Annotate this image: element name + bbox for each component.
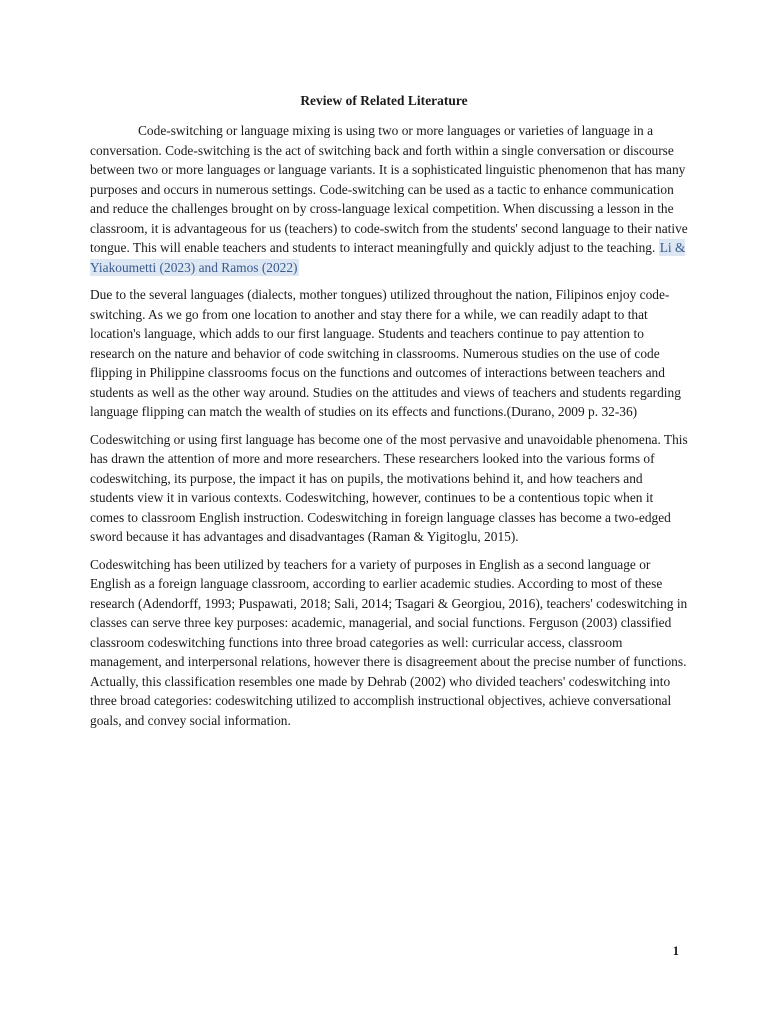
page-number: 1 [672, 944, 679, 958]
paragraph-1 [90, 121, 688, 277]
page-title: Review of Related Literature [300, 93, 468, 108]
document-body [90, 121, 688, 738]
paragraph-2 [90, 285, 688, 422]
paragraph-3 [90, 430, 688, 547]
highlighted-citation[interactable]: Li & Yiakoumetti (2023) and Ramos (2022) [90, 240, 686, 275]
paragraph-4 [90, 555, 688, 731]
paragraph-2-text: Due to the several languages (dialects, mother tongues) utilized throughout the nation, Filipinos enjoy code-switching. As we go from one location to another and stay there for a while, we can readily adapt to that location's language, which adds to our first language. Students and teachers continue to pay attention to research on the nature and behavior of code switching in classrooms. Numerous studies on the use of code flipping in Philippine classrooms focus on the functions and outcomes of interactions between teachers and students as well as the other way around. Studies on the attitudes and views of teachers and students regarding language flipping can match the wealth of studies on its effects and functions.(Durano, 2009 p. 32-36) [90, 287, 681, 419]
paragraph-4-text: Codeswitching has been utilized by teachers for a variety of purposes in English as a second language or English as a foreign language classroom, according to earlier academic studies. According to most of these research (Adendorff, 1993; Puspawati, 2018; Sali, 2014; Tsagari & Georgiou, 2016), teachers' codeswitching in classes can serve three key purposes: academic, managerial, and social functions. Ferguson (2003) classified classroom codeswitching functions into three broad categories as well: curricular access, classroom management, and interpersonal relations, however there is disagreement about the precise number of functions. Actually, this classification resembles one made by Dehrab (2002) who divided teachers' codeswitching into three broad categories: codeswitching utilized to accomplish instructional objectives, achieve conversational goals, and convey social information. [90, 556, 688, 728]
paragraph-1-text: Code-switching or language mixing is using two or more languages or varieties of language in a conversation. Code-switching is the act of switching back and forth within a single conversation or discourse between two or more languages or language variants. It is a sophisticated linguistic phenomenon that has many purposes and occurs in numerous settings. Code-switching can be used as a tactic to enhance communication and reduce the challenges brought on by cross-language lexical competition. When discussing a lesson in the classroom, it is advantageous for us (teachers) to code-switch from the students' second language to their native tongue. This will enable teachers and students to interact meaningfully and quickly adjust to the teaching. [90, 123, 688, 255]
paragraph-3-text: Codeswitching or using first language has become one of the most pervasive and unavoidable phenomena. This has drawn the attention of more and more researchers. These researchers looked into the various forms of codeswitching, its purpose, the impact it has on pupils, the motivations behind it, and how teachers and students view it in various contexts. Codeswitching, however, continues to be a contentious topic when it comes to classroom English instruction. Codeswitching in foreign language classes has become a two-edged sword because it has advantages and disadvantages (Raman & Yigitoglu, 2015). [90, 431, 688, 544]
